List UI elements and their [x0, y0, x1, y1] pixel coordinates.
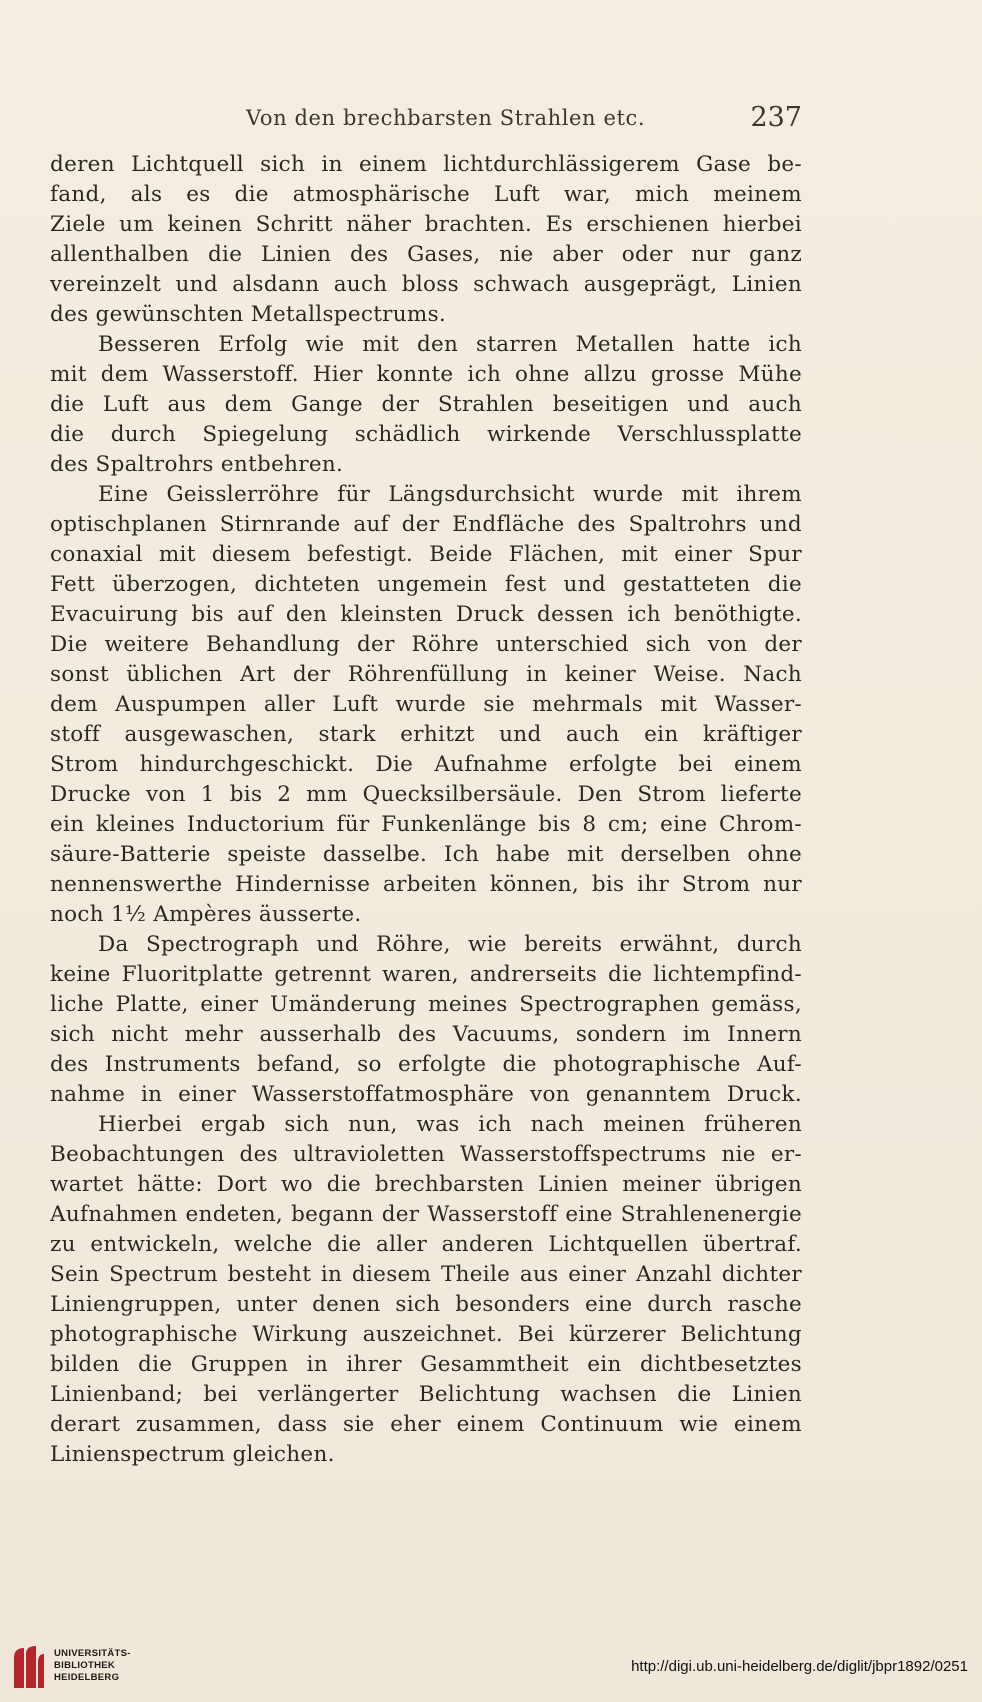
running-header: [50, 100, 802, 140]
text-line: noch 1½ Ampères äusserte.: [50, 902, 362, 927]
text-line: vereinzelt und alsdann auch bloss schwach ausgeprägt, Linien: [50, 272, 802, 297]
library-logo-icon: [10, 1644, 46, 1690]
text-line: allenthalben die Linien des Gases, nie aber oder nur ganz: [50, 242, 802, 267]
text-line: zu entwickeln, welche die aller anderen Lichtquellen übertraf.: [50, 1232, 802, 1257]
text-line: Die weitere Behandlung der Röhre unterschied sich von der: [50, 632, 802, 657]
text-line: Liniengruppen, unter denen sich besonders eine durch rasche: [50, 1292, 802, 1317]
text-line: deren Lichtquell sich in einem lichtdurchlässigerem Gase be-: [50, 152, 802, 177]
text-line: derart zusammen, dass sie eher einem Continuum wie einem: [50, 1412, 802, 1437]
text-line: keine Fluoritplatte getrennt waren, andrerseits die lichtempfind-: [50, 962, 802, 987]
text-line: photographische Wirkung auszeichnet. Bei kürzerer Belichtung: [50, 1322, 802, 1347]
text-line: Beobachtungen des ultravioletten Wasserstoffspectrums nie er-: [50, 1142, 802, 1167]
logo-line: UNIVERSITÄTS-: [54, 1648, 131, 1659]
text-line: des Spaltrohrs entbehren.: [50, 452, 344, 477]
text-line: nennenswerthe Hindernisse arbeiten können, bis ihr Strom nur: [50, 872, 802, 897]
page-number: 237: [750, 102, 802, 133]
running-title: Von den brechbarsten Strahlen etc.: [246, 106, 646, 130]
logo-line: BIBLIOTHEK: [54, 1660, 116, 1671]
text-line: Linienband; bei verlängerter Belichtung wachsen die Linien: [50, 1382, 802, 1407]
text-line: Drucke von 1 bis 2 mm Quecksilbersäule. Den Strom lieferte: [50, 782, 802, 807]
library-logo: [10, 1642, 140, 1694]
text-line: nahme in einer Wasserstoffatmosphäre von genanntem Druck.: [50, 1082, 802, 1107]
text-line: Ziele um keinen Schritt näher brachten. Es erschienen hierbei: [50, 212, 802, 237]
text-line: ein kleines Inductorium für Funkenlänge bis 8 cm; eine Chrom-: [50, 812, 802, 837]
paragraph-start-line: Da Spectrograph und Röhre, wie bereits erwähnt, durch: [98, 932, 802, 957]
digitization-footer: [0, 1632, 982, 1702]
text-line: des Instruments befand, so erfolgte die photographische Auf-: [50, 1052, 802, 1077]
text-line: die Luft aus dem Gange der Strahlen beseitigen und auch: [50, 392, 802, 417]
text-line: Fett überzogen, dichteten ungemein fest und gestatteten die: [50, 572, 802, 597]
source-url-link[interactable]: http://digi.ub.uni-heidelberg.de/diglit/jbpr1892/0251: [631, 1658, 968, 1675]
text-line: dem Auspumpen aller Luft wurde sie mehrmals mit Wasser-: [50, 692, 802, 717]
text-line: stoff ausgewaschen, stark erhitzt und auch ein kräftiger: [50, 722, 802, 747]
text-line: Aufnahmen endeten, begann der Wasserstoff eine Strahlenenergie: [50, 1202, 802, 1227]
paragraph-start-line: Eine Geisslerröhre für Längsdurchsicht wurde mit ihrem: [98, 482, 802, 507]
text-line: mit dem Wasserstoff. Hier konnte ich ohne allzu grosse Mühe: [50, 362, 802, 387]
text-line: säure-Batterie speiste dasselbe. Ich habe mit derselben ohne: [50, 842, 802, 867]
text-line: optischplanen Stirnrande auf der Endfläche des Spaltrohrs und: [50, 512, 802, 537]
text-line: wartet hätte: Dort wo die brechbarsten Linien meiner übrigen: [50, 1172, 802, 1197]
text-line: sonst üblichen Art der Röhrenfüllung in keiner Weise. Nach: [50, 662, 802, 687]
text-line: Strom hindurchgeschickt. Die Aufnahme erfolgte bei einem: [50, 752, 802, 777]
logo-line: HEIDELBERG: [54, 1672, 120, 1683]
text-line: liche Platte, einer Umänderung meines Spectrographen gemäss,: [50, 992, 802, 1017]
text-line: Evacuirung bis auf den kleinsten Druck dessen ich benöthigte.: [50, 602, 802, 627]
text-line: sich nicht mehr ausserhalb des Vacuums, sondern im Innern: [50, 1022, 802, 1047]
text-line: die durch Spiegelung schädlich wirkende Verschlussplatte: [50, 422, 802, 447]
text-line: Sein Spectrum besteht in diesem Theile aus einer Anzahl dichter: [50, 1262, 802, 1287]
text-line: des gewünschten Metallspectrums.: [50, 302, 447, 327]
library-logo-text: [54, 1648, 131, 1684]
text-line: conaxial mit diesem befestigt. Beide Flächen, mit einer Spur: [50, 542, 802, 567]
text-line: bilden die Gruppen in ihrer Gesammtheit ein dichtbesetztes: [50, 1352, 802, 1377]
paragraph-start-line: Hierbei ergab sich nun, was ich nach meinen früheren: [98, 1112, 802, 1137]
paragraph-start-line: Besseren Erfolg wie mit den starren Metallen hatte ich: [98, 332, 802, 357]
text-line: Linienspectrum gleichen.: [50, 1442, 335, 1467]
text-line: fand, als es die atmosphärische Luft war, mich meinem: [50, 182, 802, 207]
body-text: [50, 150, 802, 1470]
